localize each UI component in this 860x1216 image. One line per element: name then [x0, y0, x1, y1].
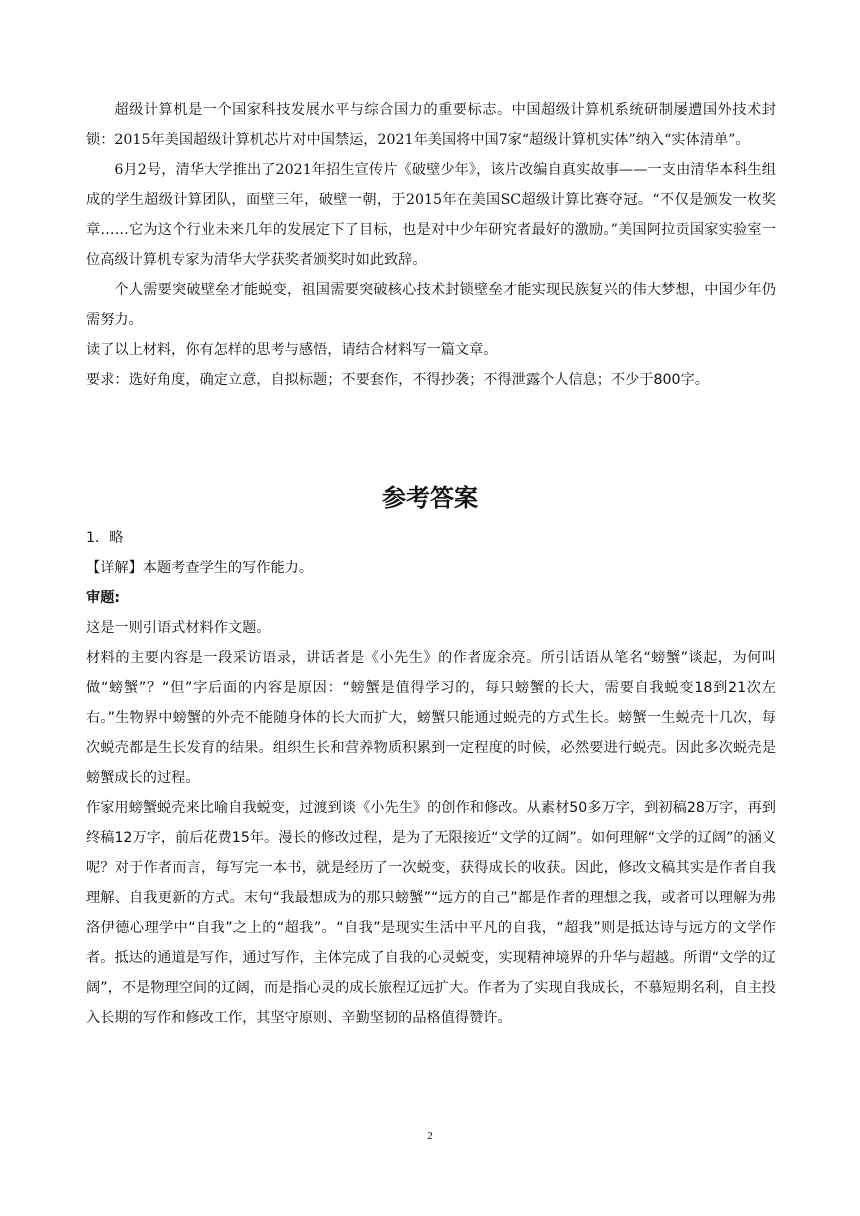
answer-paragraph-3: 作家用螃蟹蜕壳来比喻自我蜕变，过渡到谈《小先生》的创作和修改。从素材50多万字，到初稿28万字，再到终稿12万字，前后花费15年。漫长的修改过程，是为了无限接近“文学的辽阔”。如何理解“文学的辽阔”的涵义呢？对于作者而言，每写完一本书，就是经历了一次蜕变，获得成长的收获。因此，修改文稿其实是作者自我理解、自我更新的方式。末句“我最想成为的那只螃蟹”“远方的自己”都是作者的理想之我，或者可以理解为弗洛伊德心理学中“自我”之上的“超我”。“自我”是现实生活中平凡的自我，“超我”则是抵达诗与远方的文学作者。抵达的通道是写作，通过写作，主体完成了自我的心灵蜕变，实现精神境界的升华与超越。所谓“文学的辽阔”，不是物理空间的辽阔，而是指心灵的成长旅程辽远扩大。作者为了实现自我成长，不慕短期名利，自主投入长期的写作和修改工作，其坚守原则、辛勤坚韧的品格值得赞许。 [86, 800, 776, 1026]
answer-item-number: 1．略 [86, 530, 124, 546]
material-paragraph-2: 6月2号，清华大学推出了2021年招生宣传片《破壁少年》，该片改编自真实故事——一支由清华本科生组成的学生超级计算团队，面壁三年，破壁一朝，于2015年在美国SC超级计算比赛夺冠。“不仅是颁发一枚奖章……它为这个行业未来几年的发展定下了目标，也是对中少年研究者最好的激励。”美国阿拉贡国家实验室一位高级计算机专家为清华大学获奖者颁奖时如此致辞。 [86, 162, 776, 268]
writing-instruction: 读了以上材料，你有怎样的思考与感悟，请结合材料写一篇文章。 [86, 342, 498, 358]
answer-section [86, 523, 776, 1033]
material-paragraph-1: 超级计算机是一个国家科技发展水平与综合国力的重要标志。中国超级计算机系统研制屡遭国外技术封锁：2015年美国超级计算机芯片对中国禁运，2021年美国将中国7家“超级计算机实体”纳入“实体清单”。 [86, 102, 776, 148]
answer-paragraph-2: 材料的主要内容是一段采访语录，讲话者是《小先生》的作者庞余亮。所引话语从笔名“螃蟹”谈起，为何叫做“螃蟹”？“但”字后面的内容是原因：“螃蟹是值得学习的，每只螃蟹的长大，需要自我蜕变18到21次左右。”生物界中螃蟹的外壳不能随身体的长大而扩大，螃蟹只能通过蜕壳的方式生长。螃蟹一生蜕壳十几次，每次蜕壳都是生长发育的结果。组织生长和营养物质积累到一定程度的时候，必然要进行蜕壳。因此多次蜕壳是螃蟹成长的过程。 [86, 650, 776, 786]
answer-paragraph-1: 这是一则引语式材料作文题。 [86, 620, 271, 636]
writing-requirement: 要求：选好角度，确定立意，自拟标题；不要套作，不得抄袭；不得泄露个人信息；不少于800字。 [86, 372, 709, 388]
review-label: 审题: [86, 590, 121, 606]
answer-detail: 【详解】本题考查学生的写作能力。 [86, 560, 314, 576]
page-number: 2 [427, 1130, 433, 1142]
material-paragraph-3: 个人需要突破壁垒才能蜕变，祖国需要突破核心技术封锁壁垒才能实现民族复兴的伟大梦想，中国少年仍需努力。 [86, 282, 776, 328]
material-section [86, 95, 776, 395]
answer-section-title: 参考答案 [382, 484, 478, 512]
